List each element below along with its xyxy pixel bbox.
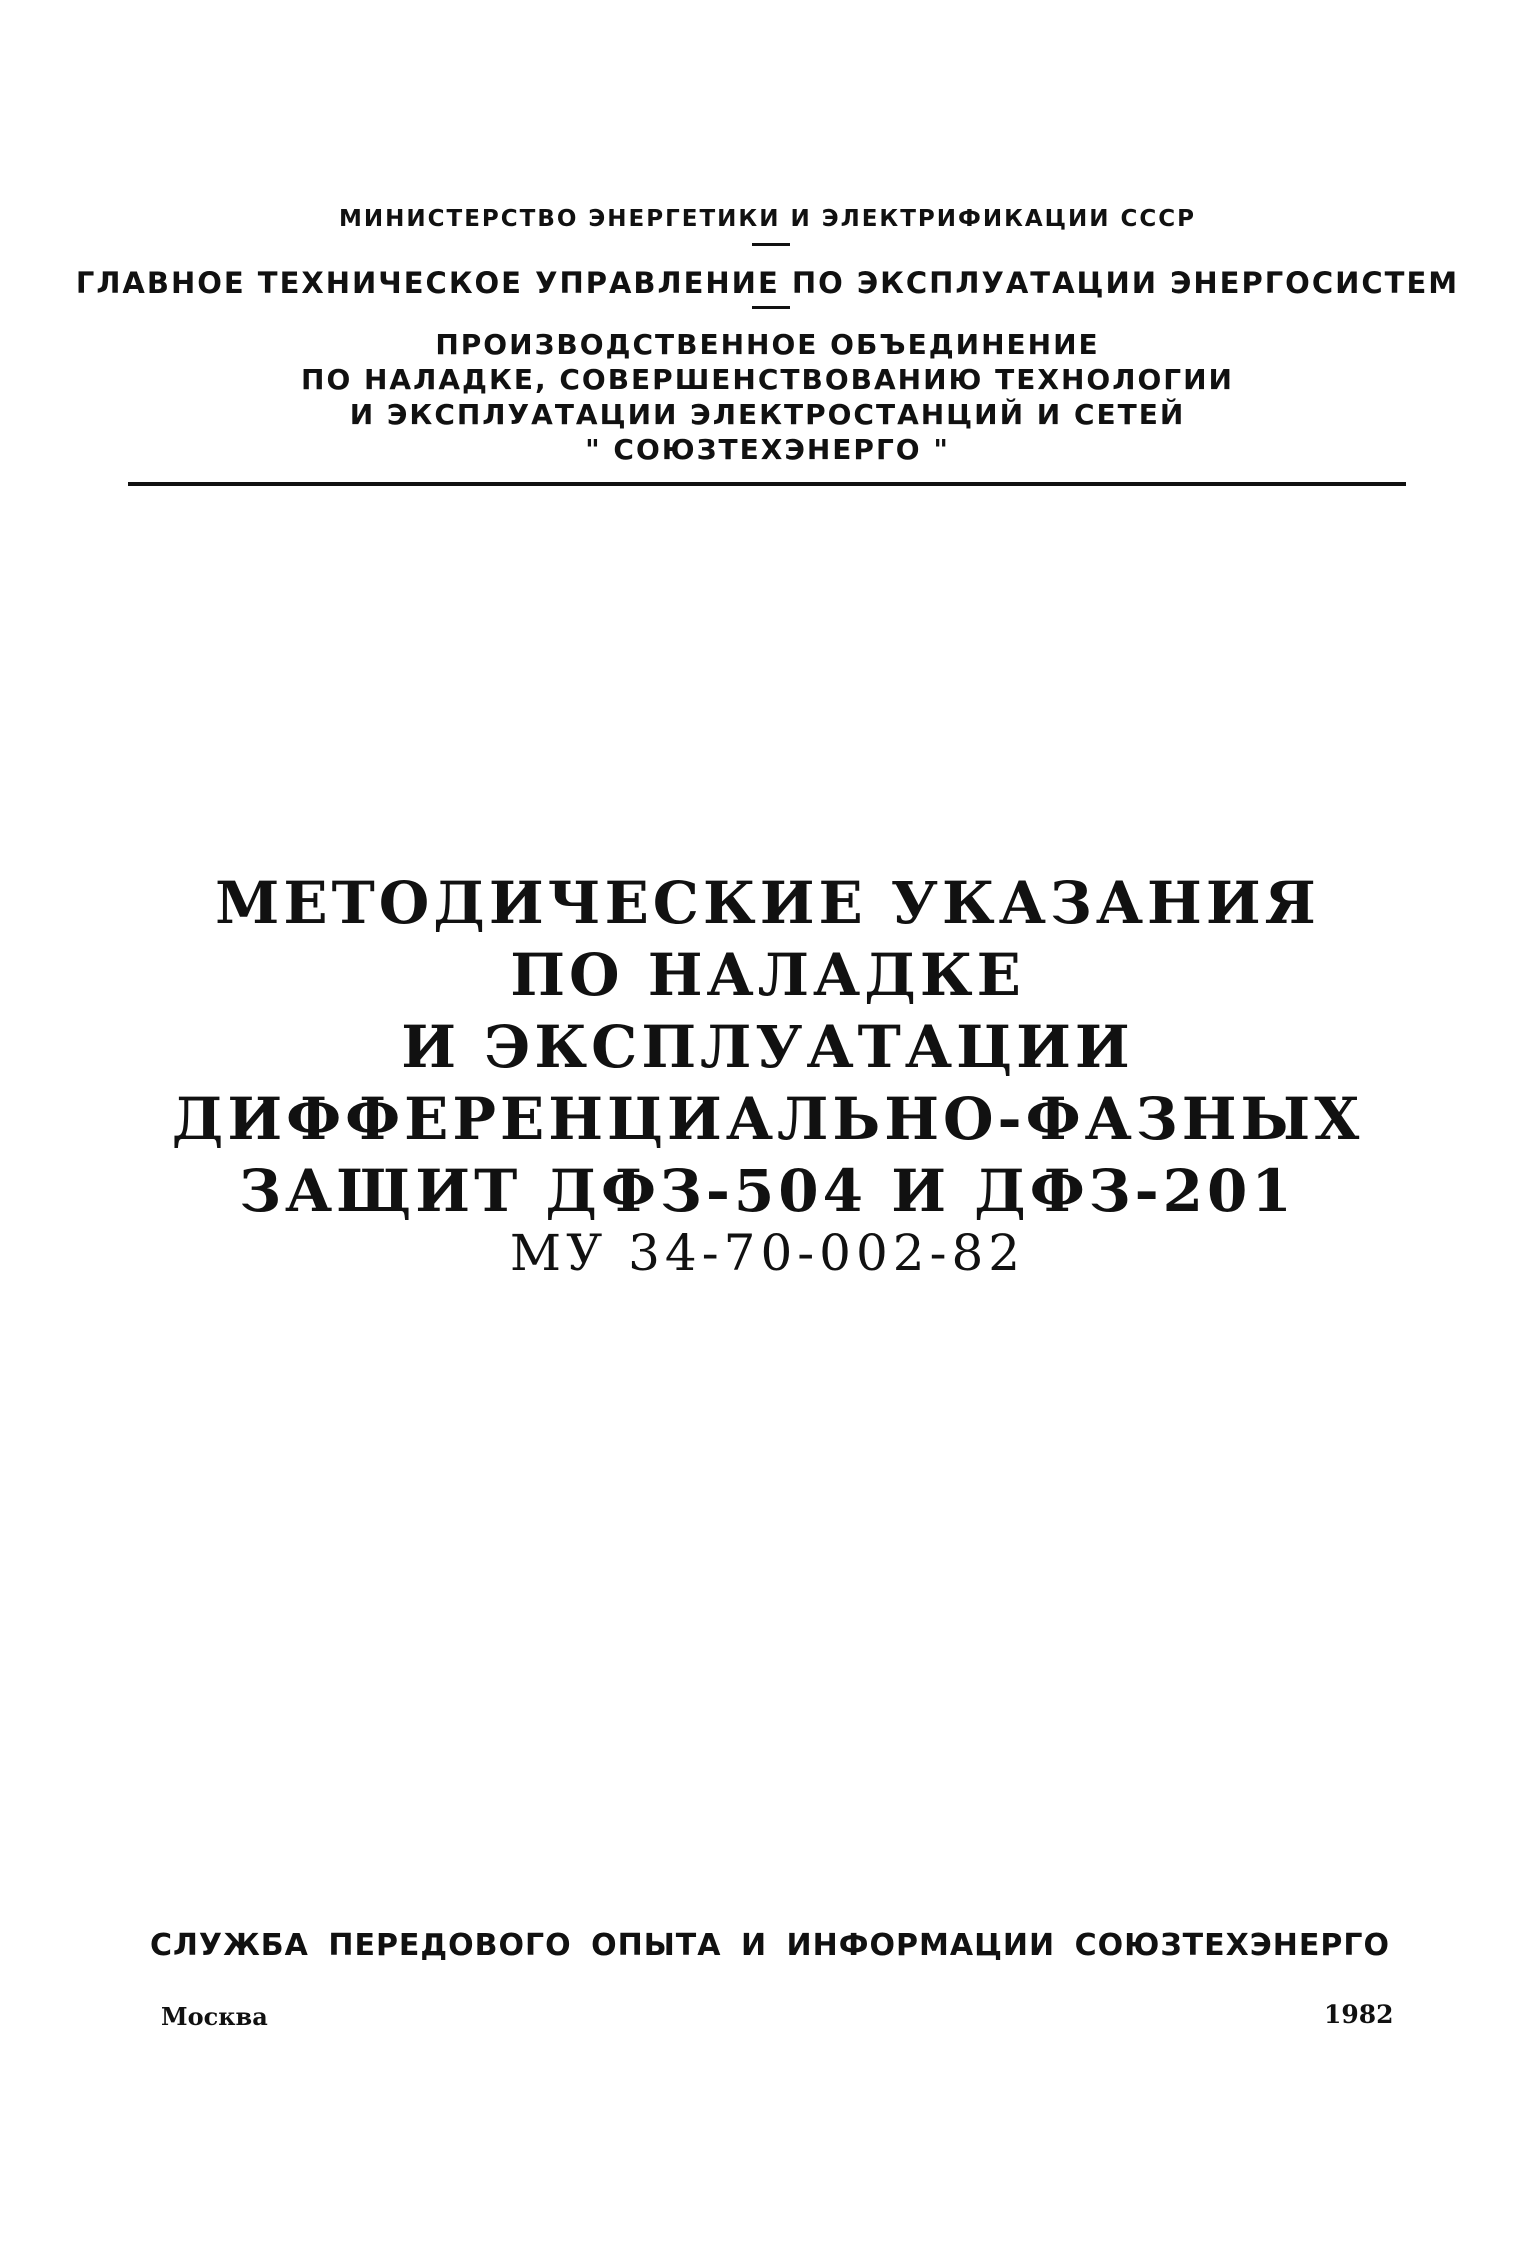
publication-year: 1982 [1324,2000,1394,2029]
header-rule [128,482,1406,486]
document-title-line: ДИФФЕРЕНЦИАЛЬНО-ФАЗНЫХ [171,1085,1364,1153]
publisher-word: СЛУЖБА [150,1928,309,1963]
association-line: " СОЮЗТЕХЭНЕРГО " [585,433,950,466]
ministry-name: МИНИСТЕРСТВО ЭНЕРГЕТИКИ И ЭЛЕКТРИФИКАЦИИ СССР [338,206,1197,232]
publisher-service [150,1928,1390,1963]
directorate-name: ГЛАВНОЕ ТЕХНИЧЕСКОЕ УПРАВЛЕНИЕ ПО ЭКСПЛУАТАЦИИ ЭНЕРГОСИСТЕМ [75,266,1460,300]
document-title-line: И ЭКСПЛУАТАЦИИ [401,1013,1134,1081]
publication-city: Москва [161,2002,268,2031]
association-line: И ЭКСПЛУАТАЦИИ ЭЛЕКТРОСТАНЦИЙ И СЕТЕЙ [349,398,1186,431]
publisher-word: СОЮЗТЕХЭНЕРГО [1074,1928,1390,1963]
publisher-word: И [740,1928,768,1963]
publisher-word: ИНФОРМАЦИИ [786,1928,1056,1963]
document-code: МУ 34-70-002-82 [509,1224,1026,1282]
publisher-word: ОПЫТА [591,1928,722,1963]
directorate-divider [752,306,790,309]
document-title-line: ПО НАЛАДКЕ [510,941,1025,1009]
ministry-divider [752,243,790,246]
publisher-word: ПЕРЕДОВОГО [328,1928,572,1963]
association-line: ПРОИЗВОДСТВЕННОЕ ОБЪЕДИНЕНИЕ [435,328,1100,361]
document-title-line: ЗАЩИТ ДФЗ-504 И ДФЗ-201 [239,1157,1296,1225]
association-line: ПО НАЛАДКЕ, СОВЕРШЕНСТВОВАНИЮ ТЕХНОЛОГИИ [301,363,1234,396]
document-title-line: МЕТОДИЧЕСКИЕ УКАЗАНИЯ [215,869,1320,937]
